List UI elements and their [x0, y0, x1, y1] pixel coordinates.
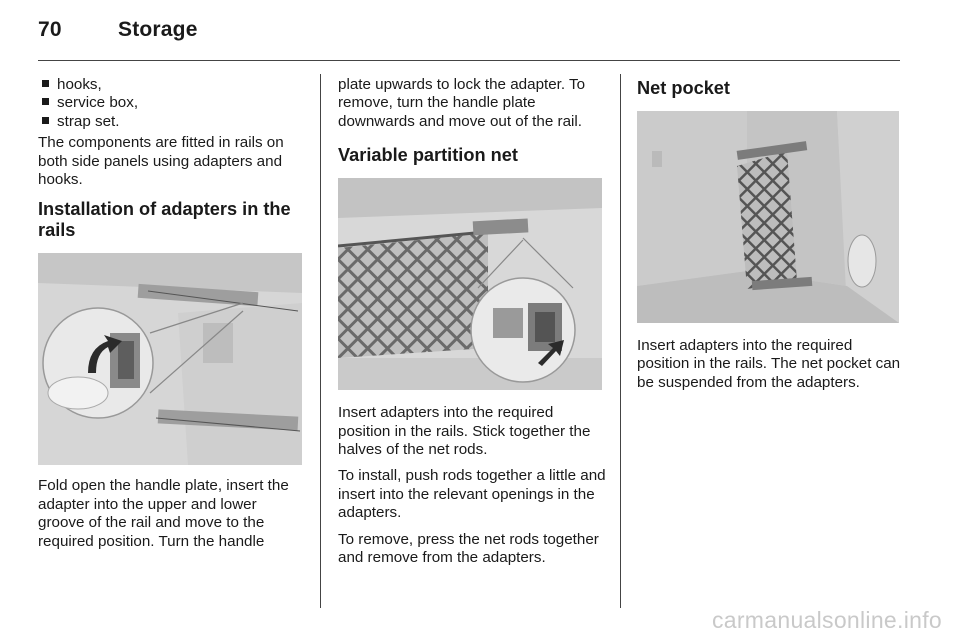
net-pocket-paragraph: Insert adapters into the required position in the rails. The net pocket can be suspended from the adapters. [637, 337, 901, 391]
section-heading-partition-net: Variable partition net [338, 145, 518, 166]
header-divider [38, 60, 900, 61]
partition-net-paragraph-1: Insert adapters into the required position in the rails. Stick together the halves of the net rods. [338, 404, 591, 459]
partition-net-illustration [338, 178, 602, 390]
section-heading-adapters: Installation of adapters in the rails [38, 199, 291, 241]
page-number: 70 [38, 18, 62, 41]
bullet-square-icon [42, 80, 49, 87]
partition-net-paragraph-3: To remove, press the net rods together and remove from the adapters. [338, 530, 599, 567]
watermark-text: carmanualsonline.info [711, 607, 942, 633]
bullet-item: hooks, [38, 76, 306, 94]
intro-paragraph: The components are fitted in rails on both side panels using adapters and hooks. [38, 134, 284, 189]
bullet-item: strap set. [38, 113, 306, 131]
column-divider-2 [620, 74, 621, 608]
column-1 [38, 76, 306, 559]
bullet-square-icon [42, 98, 49, 105]
partition-net-paragraph-2: To install, push rods together a little and insert into the relevant openings in the adapters. [338, 467, 606, 522]
page-title: Storage [118, 18, 198, 41]
adapter-paragraph-continued: plate upwards to lock the adapter. To remove, turn the handle plate downwards and move out of the rail. [338, 76, 586, 130]
column-2 [338, 76, 606, 575]
section-heading-net-pocket: Net pocket [637, 78, 730, 98]
adapter-paragraph: Fold open the handle plate, insert the adapter into the upper and lower groove of the rail and move to the required position. Turn the handle [38, 477, 289, 550]
column-divider-1 [320, 74, 321, 608]
bullet-item: service box, [38, 94, 306, 112]
net-pocket-illustration [637, 111, 899, 323]
adapter-rail-illustration [38, 253, 302, 465]
column-3 [637, 76, 903, 400]
bullet-square-icon [42, 117, 49, 124]
